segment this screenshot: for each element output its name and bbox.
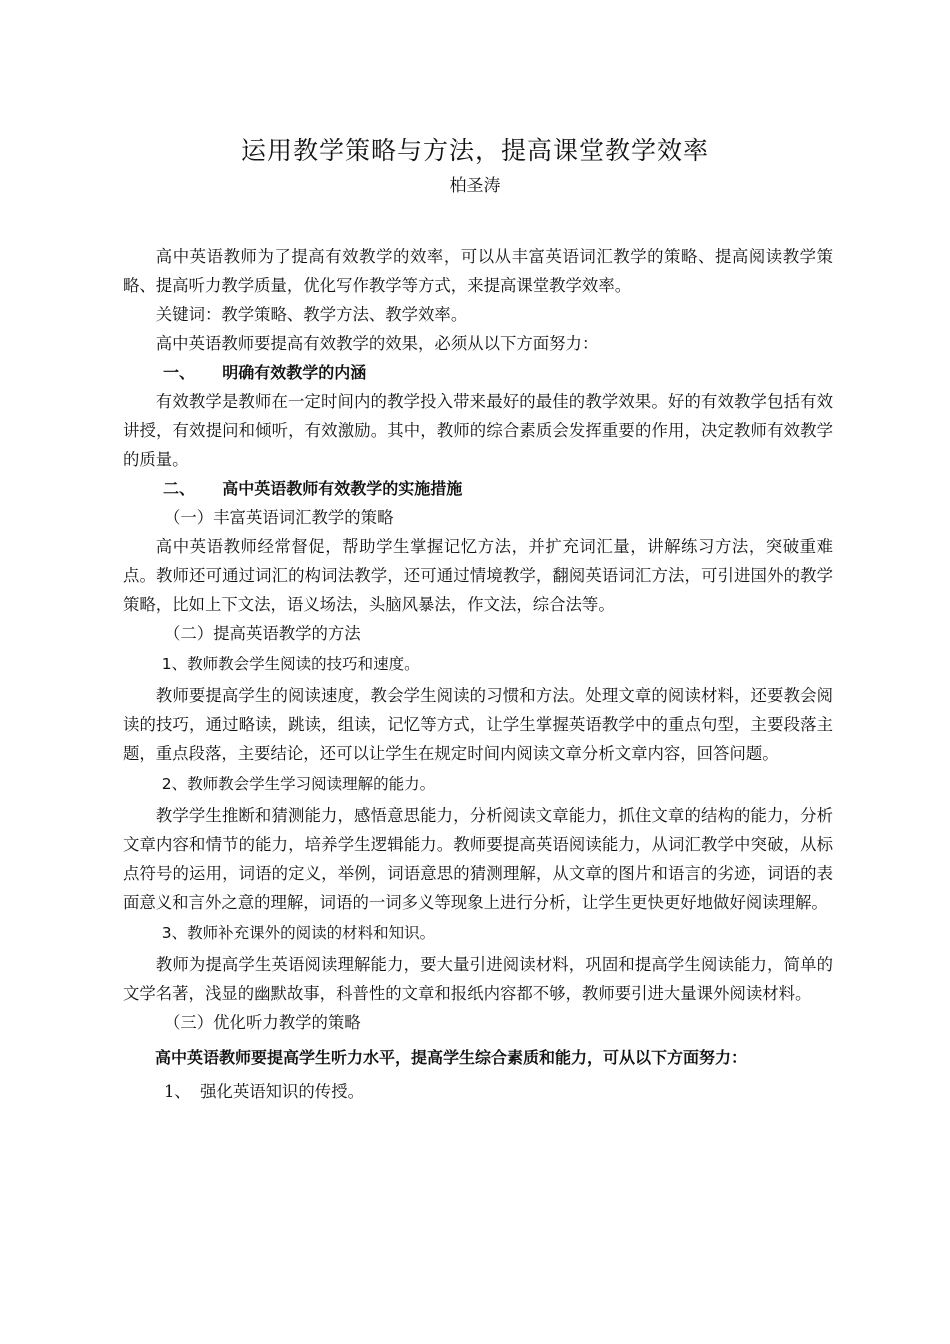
subsection2-item2-paragraph: 教学学生推断和猜测能力，感悟意思能力，分析阅读文章能力，抓住文章的结构的能力，分析文章内容和情节的能力，培养学生逻辑能力。教师要提高英语阅读能力，从词汇教学中突破，从标点符号的运用，词语的定义，举例，词语意思的猜测理解，从文章的图片和语言的劣迹，词语的表面意义和言外之意的理解，词语的一词多义等现象上进行分析，让学生更快更好地做好阅读理解。 [123,806,833,912]
document-body [123,242,833,1106]
section1-heading [123,358,833,387]
document-title: 运用教学策略与方法，提高课堂教学效率 [240,136,709,165]
section1-number: 一、 [163,363,196,382]
subsection2-item3-label: 3、教师补充课外的阅读的材料和知识。 [161,924,436,942]
subsection1-heading: （一）丰富英语词汇教学的策略 [164,508,394,527]
section2-number: 二、 [163,479,196,498]
subsection3-item1 [123,1077,833,1106]
intro-paragraph: 高中英语教师要提高有效教学的效果，必须从以下方面努力： [155,334,599,353]
subsection3-heading: （三）优化听力教学的策略 [164,1013,361,1032]
subsection3-item1-number: 1、 [164,1082,191,1101]
section1-heading-text: 明确有效教学的内涵 [222,363,367,382]
subsection3-item1-text: 强化英语知识的传授。 [200,1082,364,1101]
subsection2-item1-label: 1、教师教会学生阅读的技巧和速度。 [161,655,420,673]
subsection2-item3-paragraph: 教师为提高学生英语阅读理解能力，要大量引进阅读材料，巩固和提高学生阅读能力，简单的文学名著，浅显的幽默故事，科普性的文章和报纸内容都不够，教师要引进大量课外阅读材料。 [123,955,833,1003]
subsection2-heading: （二）提高英语教学的方法 [164,624,361,643]
section2-heading [123,474,833,503]
abstract-paragraph: 高中英语教师为了提高有效教学的效率，可以从丰富英语词汇教学的策略、提高阅读教学策略、提高听力教学质量，优化写作教学等方式，来提高课堂教学效率。 [123,247,833,295]
subsection1-paragraph: 高中英语教师经常督促，帮助学生掌握记忆方法，并扩充词汇量，讲解练习方法，突破重难点。教师还可通过词汇的构词法教学，还可通过情境教学，翻阅英语词汇方法，可引进国外的教学策略，比如上下文法，语义场法，头脑风暴法，作文法，综合法等。 [123,537,833,614]
keywords-line: 关键词：教学策略、教学方法、教学效率。 [155,305,468,324]
subsection2-item1-paragraph: 教师要提高学生的阅读速度，教会学生阅读的习惯和方法。处理文章的阅读材料，还要教会阅读的技巧，通过略读，跳读，组读，记忆等方式，让学生掌握英语教学中的重点句型，主要段落主题，重点段落，主要结论，还可以让学生在规定时间内阅读文章分析文章内容，回答问题。 [123,686,833,763]
section2-heading-text: 高中英语教师有效教学的实施措施 [222,479,463,498]
subsection3-bold-paragraph: 高中英语教师要提高学生听力水平，提高学生综合素质和能力，可从以下方面努力： [155,1048,748,1067]
subsection2-item2-label: 2、教师教会学生学习阅读理解的能力。 [161,775,436,793]
section1-paragraph: 有效教学是教师在一定时间内的教学投入带来最好的最佳的教学效果。好的有效教学包括有效讲授，有效提问和倾听，有效激励。其中，教师的综合素质会发挥重要的作用，决定教师有效教学的质量。 [123,392,833,469]
document-author: 柏圣涛 [449,176,501,196]
